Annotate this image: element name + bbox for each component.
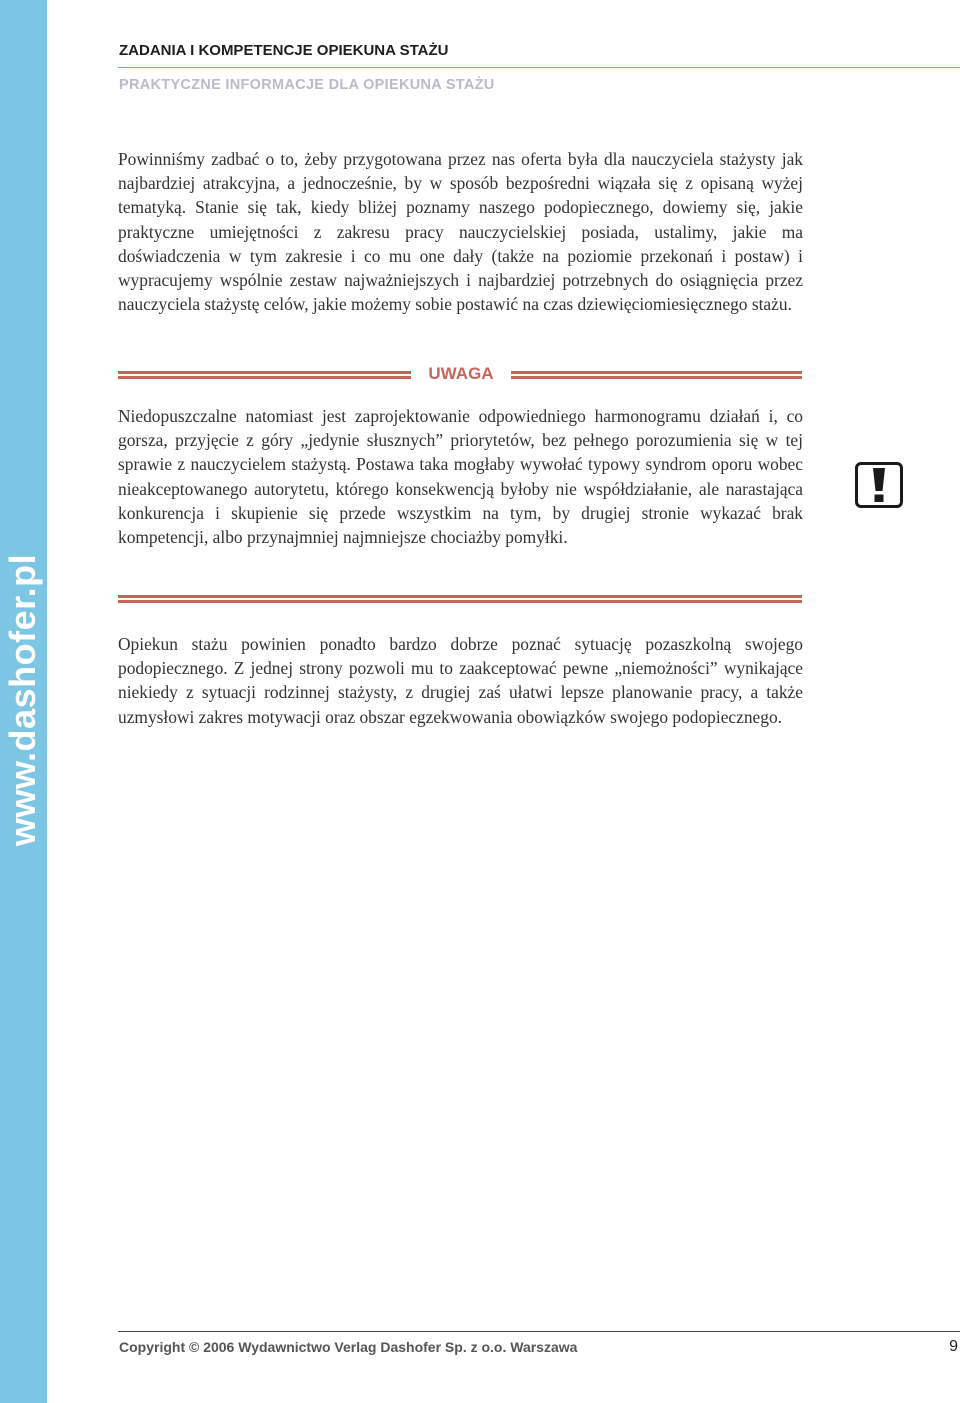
footer-copyright: Copyright © 2006 Wydawnictwo Verlag Dashofer Sp. z o.o. Warszawa	[119, 1339, 578, 1355]
warning-bottom-rule	[118, 595, 802, 603]
page-number: 9	[949, 1338, 958, 1355]
header-subtitle: PRAKTYCZNE INFORMACJE DLA OPIEKUNA STAŻU	[119, 77, 495, 93]
sidebar-band	[0, 0, 47, 1403]
warning-text: Niedopuszczalne natomiast jest zaprojektowanie odpowiedniego harmonogramu działań i, co gorsza, przyjęcie z góry „jedynie słusznych” priorytetów, bez pełnego porozumienia się w tej sprawie z nauczycielem stażystą. Postawa taka mogłaby wywołać typowy syndrom oporu wobec nieakceptowanego autorytetu, którego konsekwencją byłoby nie współdziałanie, ale narastająca konkurencja i skupienie się przede wszystkim na tym, by drugiej stronie wykazać brak kompetencji, albo przynajmniej najmniejsze chociażby pomyłki.	[118, 406, 803, 548]
sidebar-watermark: www.dashofer.pl	[2, 553, 43, 847]
warning-top-rule-right	[511, 371, 802, 379]
warning-top-rule-left	[118, 371, 411, 379]
header-title: ZADANIA I KOMPETENCJE OPIEKUNA STAŻU	[119, 42, 449, 59]
body-paragraph-2: Opiekun stażu powinien ponadto bardzo dobrze poznać sytuację pozaszkolną swojego podopiecznego. Z jednej strony pozwoli mu to zaakceptować pewne „niemożności” wynikające niekiedy z sytuacji rodzinnej stażysty, z drugiej zaś ułatwi lepsze planowanie pracy, a także uzmysłowi zakres motywacji oraz obszar egzekwowania obowiązków swojego podopiecznego.	[118, 634, 803, 727]
footer-divider	[118, 1331, 960, 1332]
exclamation-icon	[855, 462, 903, 508]
warning-label: UWAGA	[428, 364, 494, 383]
body-paragraph-1: Powinniśmy zadbać o to, żeby przygotowana przez nas oferta była dla nauczyciela stażysty jak najbardziej atrakcyjna, a jednocześnie, by w sposób bezpośredni wiązała się z opisaną wyżej tematyką. Stanie się tak, kiedy bliżej poznamy naszego podopiecznego, dowiemy się, jakie praktyczne umiejętności z zakresu pracy nauczycielskiej posiada, ustalimy, jakie ma doświadczenia w tym zakresie i co mu one dały (także na poziomie przekonań i postaw) i wypracujemy wspólnie zestaw najważniejszych i najbardziej potrzebnych do osiągnięcia przez nauczyciela stażystę celów, jakie możemy sobie postawić na czas dziewięciomiesięcznego stażu.	[118, 149, 803, 315]
header-divider	[118, 67, 960, 68]
